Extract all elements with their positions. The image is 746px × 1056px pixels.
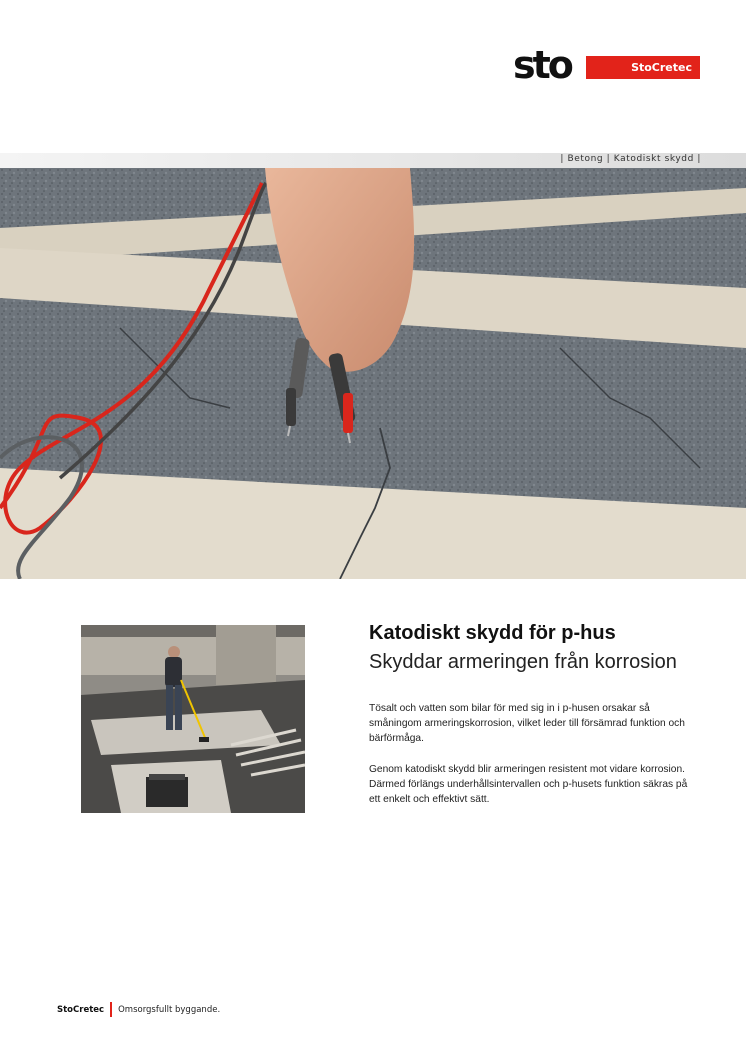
footer-brand: StoCretec <box>57 1004 105 1015</box>
paragraph-1: Tösalt och vatten som bilar för med sig in i p-husen orsakar så småningom armeringskorrosion, vilket leder till försämrad funktion och bärförmåga. <box>369 703 685 744</box>
category-text: | Betong | Katodiskt skydd | <box>560 154 701 164</box>
category-bar <box>0 153 746 168</box>
paragraph-2: Genom katodiskt skydd blir armeringen resistent mot vidare korrosion. Därmed förlängs underhållsintervallen och p-husets funktion säkras på ett enkelt och effektivt sätt. <box>369 764 688 805</box>
subheadline: Skyddar armeringen från korrosion <box>369 651 677 673</box>
sto-logo: sto <box>513 43 571 87</box>
footer-separator <box>110 1002 112 1017</box>
footer-tagline: Omsorgsfullt byggande. <box>118 1004 221 1015</box>
footer <box>57 1002 220 1017</box>
headline: Katodiskt skydd för p-hus <box>369 622 616 644</box>
hero-image <box>0 168 746 579</box>
brand-badge: StoCretec <box>586 56 700 79</box>
thumbnail-image <box>81 625 305 813</box>
